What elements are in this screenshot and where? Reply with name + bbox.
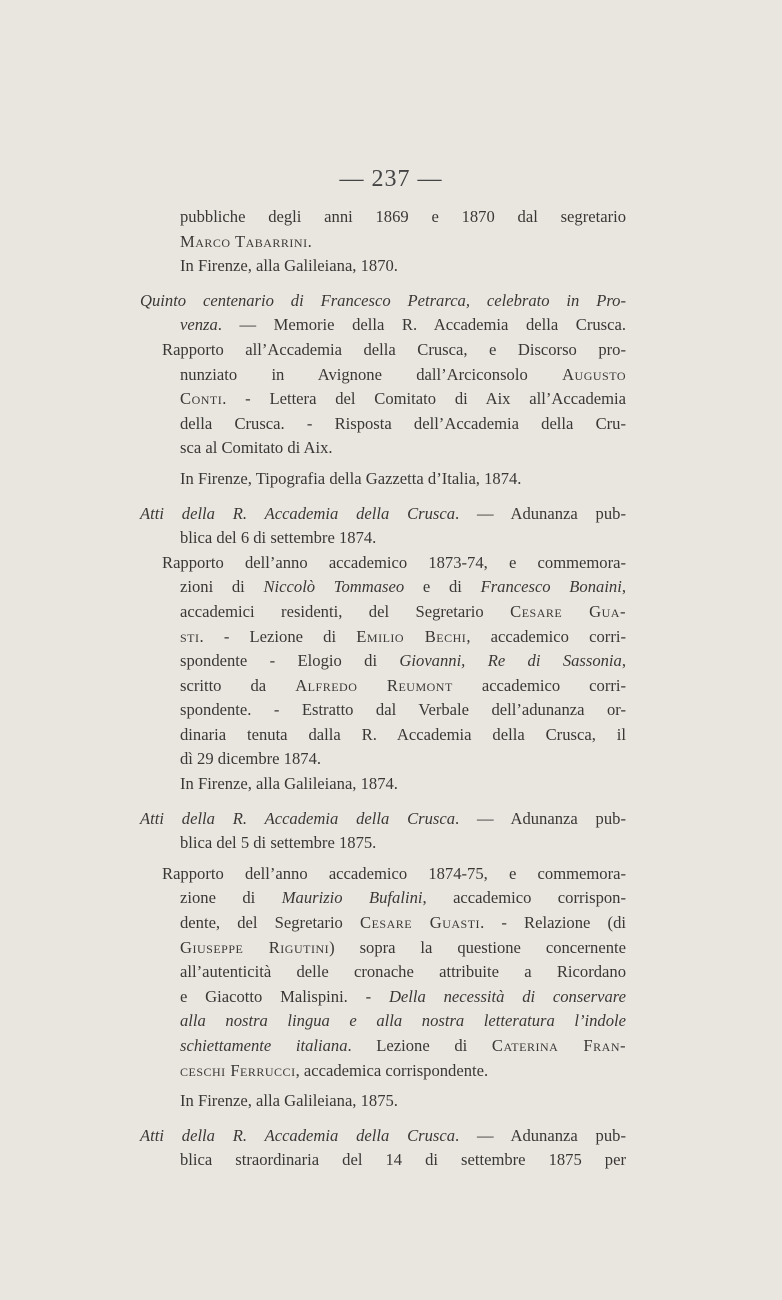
- text-line: spondente - Elogio di Giovanni, Re di Sassonia,: [180, 651, 626, 671]
- text-line: ceschi Ferrucci, accademica corrispondente.: [180, 1060, 489, 1080]
- text-line: blica del 6 di settembre 1874.: [180, 528, 377, 548]
- text-line: Quinto centenario di Francesco Petrarca, celebrato in Pro-: [140, 290, 626, 310]
- text-line: dì 29 dicembre 1874.: [180, 749, 322, 769]
- text-block: [140, 1089, 626, 1114]
- page-number: — 237 —: [339, 166, 443, 192]
- text-block: [140, 338, 626, 461]
- text-line: Atti della R. Accademia della Crusca. — Adunanza pub-: [140, 808, 626, 828]
- text-line: Atti della R. Accademia della Crusca. — Adunanza pub-: [140, 503, 626, 523]
- text-block: [140, 289, 626, 338]
- text-line: scritto da Alfredo Reumont accademico corri-: [180, 675, 627, 695]
- text-line: In Firenze, Tipografia della Gazzetta d’Italia, 1874.: [180, 468, 522, 488]
- text-block: [140, 807, 626, 856]
- text-line: In Firenze, alla Galileiana, 1870.: [180, 256, 398, 276]
- text-line: schiettamente italiana. Lezione di Caterina Fran-: [180, 1036, 627, 1055]
- spacer: [140, 492, 626, 502]
- text-line: accademici residenti, del Segretario Cesare Gua-: [180, 601, 626, 621]
- text-line: Conti. - Lettera del Comitato di Aix all’Accademia: [180, 389, 626, 409]
- spacer: [140, 1114, 626, 1124]
- text-line: zione di Maurizio Bufalini, accademico corrispon-: [180, 888, 627, 908]
- text-block: [140, 254, 626, 279]
- text-line: all’autenticità delle cronache attribuite a Ricordano: [180, 962, 626, 982]
- text-line: sca al Comitato di Aix.: [180, 438, 333, 458]
- bibliography-body: [140, 205, 626, 1173]
- text-line: spondente. - Estratto dal Verbale dell’adunanza or-: [180, 700, 626, 720]
- text-line: pubbliche degli anni 1869 e 1870 dal segretario: [180, 207, 626, 226]
- text-line: sti. - Lezione di Emilio Bechi, accademico corri-: [180, 626, 626, 646]
- text-block: [140, 862, 626, 1083]
- text-line: alla nostra lingua e alla nostra letteratura l’indole: [180, 1011, 626, 1031]
- text-line: Giuseppe Rigutini) sopra la questione concernente: [180, 937, 626, 957]
- text-line: dinaria tenuta dalla R. Accademia della Crusca, il: [180, 724, 626, 744]
- text-line: zioni di Niccolò Tommaseo e di Francesco Bonaini,: [180, 577, 626, 597]
- text-line: della Crusca. - Risposta dell’Accademia della Cru-: [180, 413, 626, 433]
- text-block: [140, 1124, 626, 1173]
- text-line: In Firenze, alla Galileiana, 1874.: [180, 774, 398, 794]
- text-line: In Firenze, alla Galileiana, 1875.: [180, 1091, 398, 1111]
- spacer: [140, 279, 626, 289]
- text-line: blica del 5 di settembre 1875.: [180, 833, 377, 853]
- text-block: [140, 772, 626, 797]
- text-line: Rapporto dell’anno accademico 1874-75, e commemora-: [162, 863, 626, 883]
- text-line: nunziato in Avignone dall’Arciconsolo Augusto: [180, 364, 626, 384]
- text-line: blica straordinaria del 14 di settembre 1875 per: [180, 1150, 626, 1170]
- text-line: dente, del Segretario Cesare Guasti. - Relazione (di: [180, 913, 626, 933]
- spacer: [140, 797, 626, 807]
- text-line: venza. — Memorie della R. Accademia della Crusca.: [180, 315, 626, 335]
- text-line: e Giacotto Malispini. - Della necessità di conservare: [180, 986, 626, 1006]
- text-block: [140, 551, 626, 772]
- text-block: [140, 205, 626, 254]
- text-line: Rapporto all’Accademia della Crusca, e Discorso pro-: [162, 339, 626, 359]
- text-line: Marco Tabarrini.: [180, 231, 312, 251]
- text-block: [140, 467, 626, 492]
- text-line: Atti della R. Accademia della Crusca. — Adunanza pub-: [140, 1125, 626, 1145]
- text-block: [140, 502, 626, 551]
- text-line: Rapporto dell’anno accademico 1873-74, e commemora-: [162, 552, 626, 572]
